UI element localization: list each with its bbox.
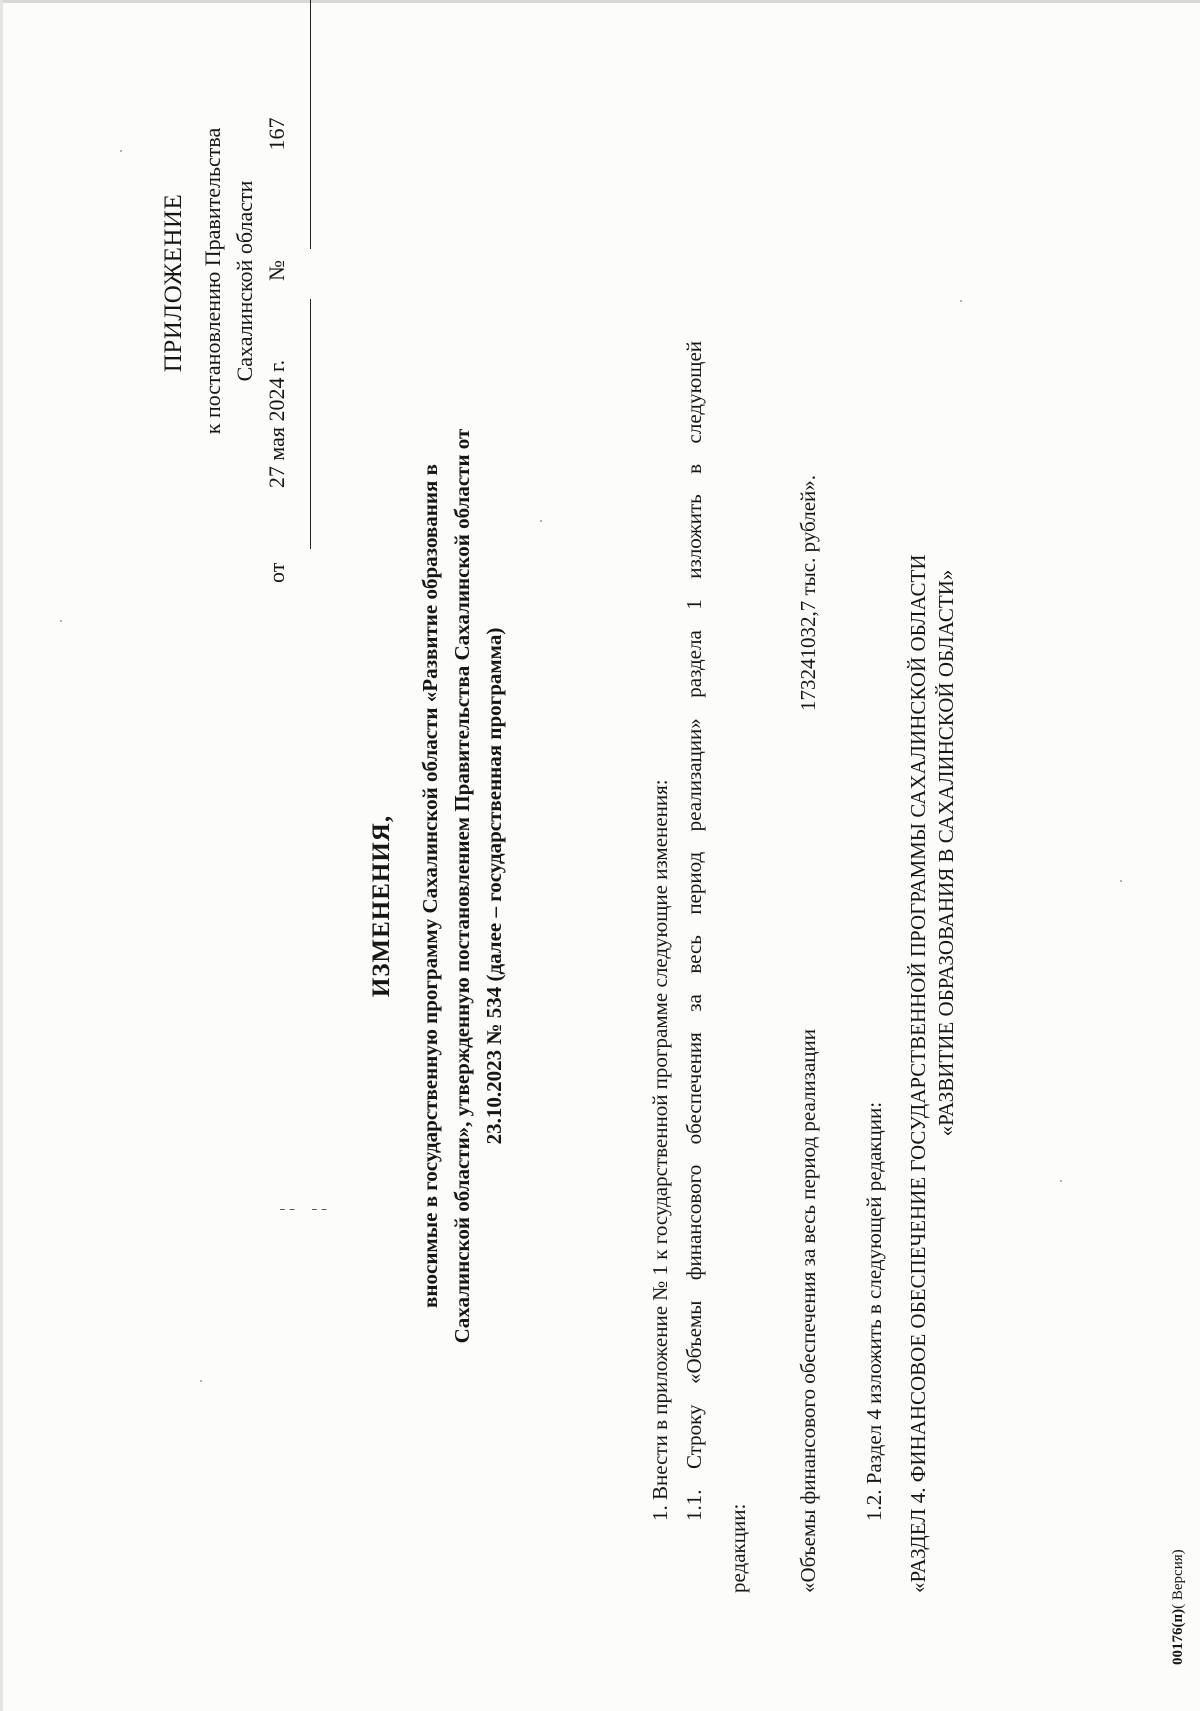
item-1-1: 1.1. Строку «Объемы финансового обеспечения за весь период реализации» раздела 1 изложить в следующей [682,341,706,1521]
document-subtitle-line: Сахалинской области», утвержденную постановлением Правительства Сахалинской области от [450,428,474,1344]
scan-mark: ¦ [310,1207,327,1211]
scan-mark: ¦ [278,1207,295,1211]
funding-label: «Объемы финансового обеспечения за весь период реализации [796,1028,820,1593]
section-4-heading-line-2: «РАЗВИТИЕ ОБРАЗОВАНИЯ В САХАЛИНСКОЙ ОБЛАСТИ» [934,569,958,1137]
item-1-2: 1.2. Раздел 4 изложить в следующей редакции: [862,1101,886,1521]
appendix-line-1: к постановлению Правительства [200,127,225,435]
footer-code-bold: 00176(п) [1170,1608,1186,1665]
appendix-date: 27 мая 2024 г. [264,359,289,489]
date-underline [310,299,311,549]
item-1: 1. Внести в приложение № 1 к государственной программе следующие изменения: [648,779,672,1521]
appendix-line-2: Сахалинской области [232,180,257,382]
appendix-number-label: № [264,260,289,281]
document-subtitle-line: вносимые в государственную программу Сахалинской области «Развитие образования в [418,464,442,1308]
document-subtitle-line: 23.10.2023 № 534 (далее – государственная программа) [482,627,506,1145]
appendix-title: ПРИЛОЖЕНИЕ [160,193,187,373]
footer-code [1170,1549,1187,1665]
item-1-1-continuation: редакции: [726,1503,750,1593]
number-underline [310,0,311,249]
document-title: ИЗМЕНЕНИЯ, [368,814,395,998]
funding-value: 173241032,7 тыс. рублей». [796,474,820,711]
footer-version: ( Версия) [1170,1549,1186,1609]
section-4-heading-line-1: «РАЗДЕЛ 4. ФИНАНСОВОЕ ОБЕСПЕЧЕНИЕ ГОСУДАРСТВЕННОЙ ПРОГРАММЫ САХАЛИНСКОЙ ОБЛАСТИ [906,554,930,1593]
appendix-number: 167 [264,117,289,151]
appendix-from-label: от [264,562,289,583]
